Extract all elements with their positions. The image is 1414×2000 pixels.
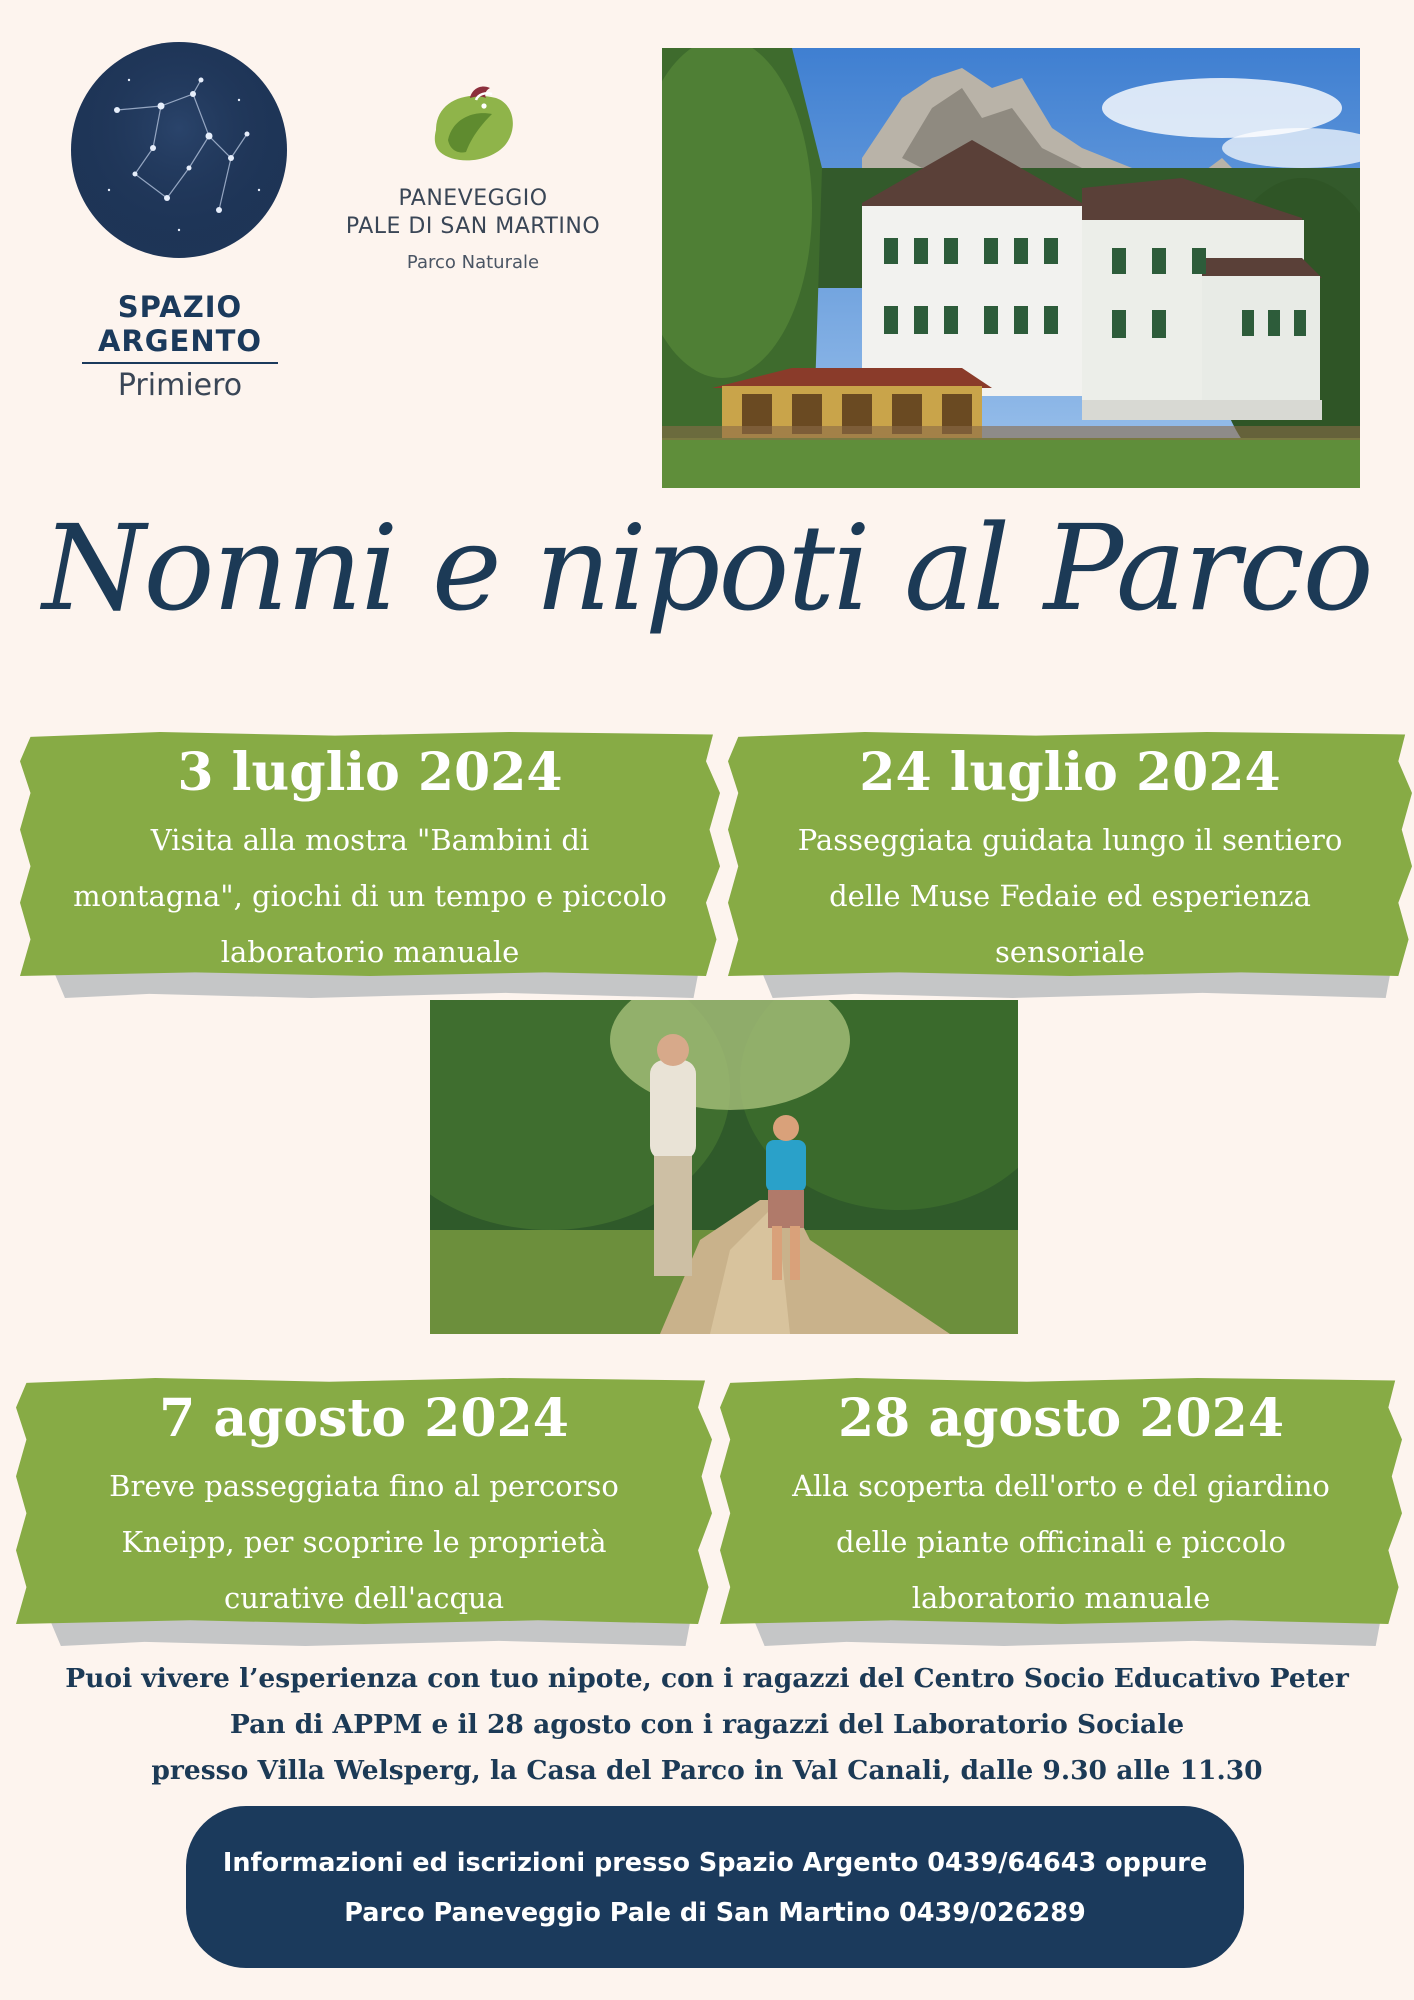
contact-line: Informazioni ed iscrizioni presso Spazio Argento 0439/64643 oppure (222, 1848, 1208, 1878)
event-description-line: Breve passeggiata fino al percorso (109, 1469, 619, 1503)
event-description (742, 812, 1398, 980)
argento-word: ARGENTO (97, 324, 263, 358)
event-description-line: Visita alla mostra "Bambini di (150, 823, 590, 857)
event-description-line: delle piante officinali e piccolo (836, 1525, 1286, 1559)
event-card (728, 732, 1412, 976)
constellation-icon (69, 40, 289, 260)
villa-welsperg-photo (662, 48, 1360, 488)
spazio-argento-logo (60, 40, 300, 420)
bird-leaf-icon (426, 80, 520, 170)
event-card (720, 1378, 1402, 1624)
contact-text (186, 1838, 1244, 1938)
event-description (30, 1458, 698, 1626)
event-date: 28 agosto 2024 (837, 1388, 1284, 1449)
info-paragraph (60, 1656, 1354, 1794)
info-line: Puoi vivere l’esperienza con tuo nipote, con i ragazzi del Centro Socio Educativo Peter (65, 1663, 1349, 1694)
info-line: presso Villa Welsperg, la Casa del Parco in Val Canali, dalle 9.30 alle 11.30 (151, 1755, 1263, 1786)
event-date: 7 agosto 2024 (159, 1388, 569, 1449)
spazio-argento-brand (60, 290, 300, 358)
event-description-line: laboratorio manuale (911, 1581, 1211, 1615)
parco-name-line1: PANEVEGGIO (398, 186, 548, 211)
event-description-line: delle Muse Fedaie ed esperienza (829, 879, 1311, 913)
spazio-word: SPAZIO (117, 290, 243, 324)
parco-subtitle: Parco Naturale (406, 252, 540, 273)
logo-divider (82, 362, 278, 364)
event-description-line: Passeggiata guidata lungo il sentiero (797, 823, 1343, 857)
event-description (34, 812, 706, 980)
event-date: 3 luglio 2024 (177, 742, 563, 803)
parco-name-line2: PALE DI SAN MARTINO (345, 214, 601, 239)
event-card (16, 1378, 712, 1624)
event-date: 24 luglio 2024 (859, 742, 1281, 803)
info-line: Pan di APPM e il 28 agosto con i ragazzi del Laboratorio Sociale (229, 1709, 1185, 1740)
parco-logo (318, 80, 628, 290)
event-description-line: laboratorio manuale (220, 935, 520, 969)
page-title: Nonni e nipoti al Parco (42, 499, 1372, 637)
event-description-line: Alla scoperta dell'orto e del giardino (792, 1469, 1330, 1503)
primiero-label: Primiero (117, 368, 243, 403)
event-description-line: Kneipp, per scoprire le proprietà (121, 1525, 607, 1559)
event-description (734, 1458, 1388, 1626)
event-description-line: montagna", giochi di un tempo e piccolo (73, 879, 667, 913)
event-card (20, 732, 720, 976)
event-description-line: curative dell'acqua (223, 1581, 505, 1615)
event-description-line: sensoriale (995, 935, 1145, 969)
contact-box (186, 1806, 1244, 1968)
contact-line: Parco Paneveggio Pale di San Martino 0439/026289 (344, 1898, 1086, 1928)
grandfather-child-walk-photo (430, 1000, 1018, 1334)
